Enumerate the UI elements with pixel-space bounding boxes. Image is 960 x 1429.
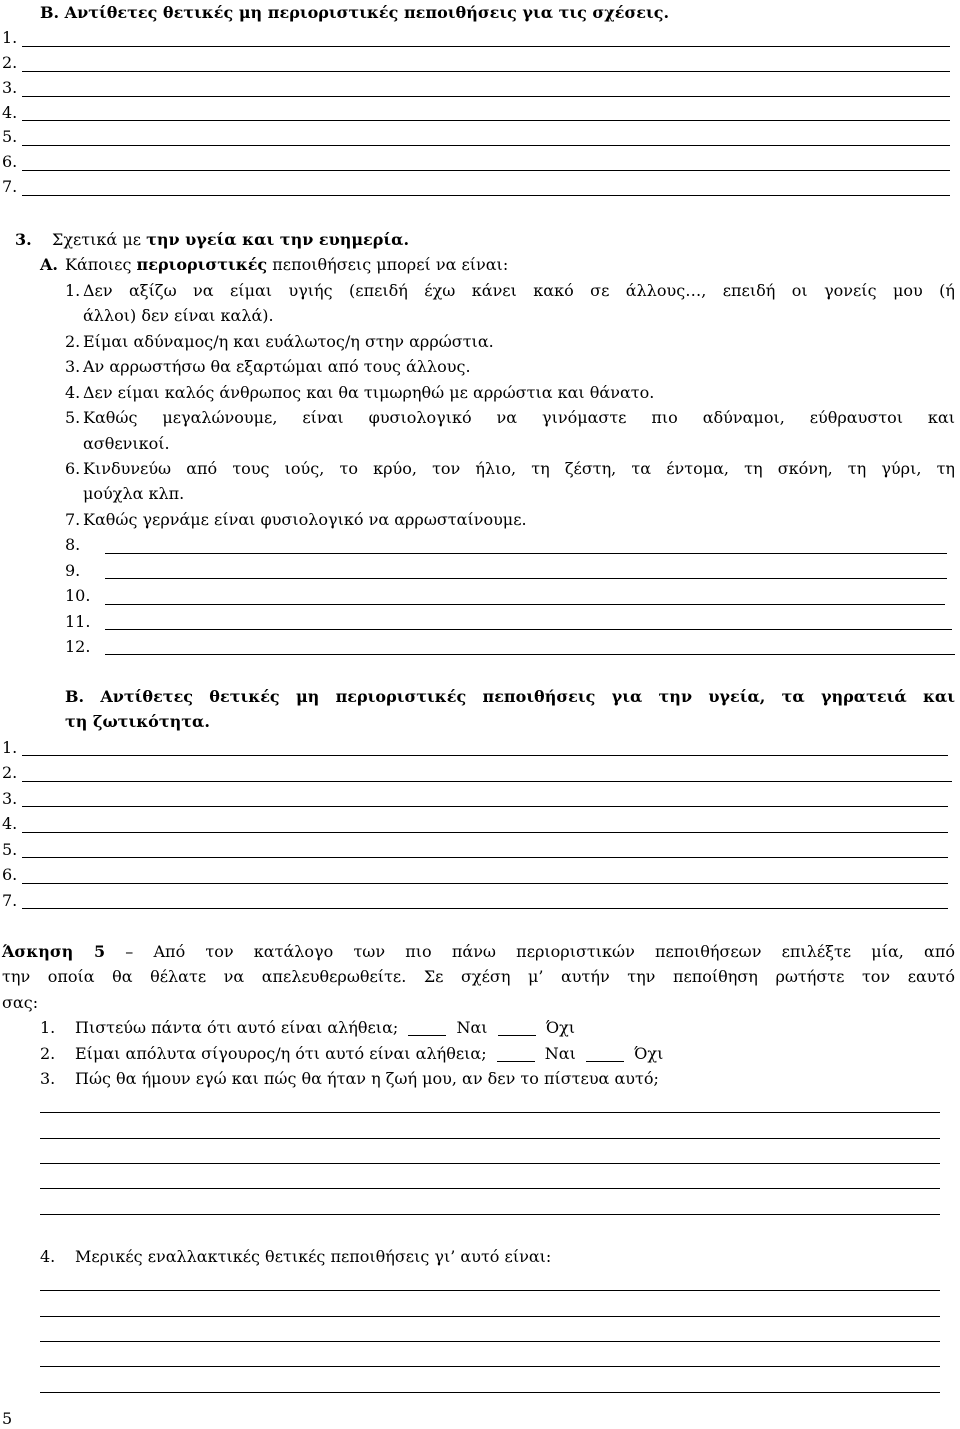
answer-blank <box>586 1061 624 1062</box>
item-number: 4. <box>2 814 18 834</box>
item-text: Κινδυνεύω από τους ιούς, το κρύο, τον ήλιο, τη ζέστη, τα έντομα, τη σκόνη, τη γύρι, τη <box>83 458 955 478</box>
exercise-label: Άσκηση 5 <box>2 942 106 961</box>
section-title: Αντίθετες θετικές μη περιοριστικές πεποιθήσεις για τις σχέσεις. <box>64 3 670 22</box>
fill-in-line <box>22 832 948 833</box>
answer-row <box>0 1193 960 1218</box>
health-positive-beliefs-section <box>0 684 960 913</box>
list-item-continuation <box>0 303 960 328</box>
list-item-continuation <box>0 481 960 506</box>
heading-text <box>65 684 955 709</box>
intro-prefix: Κάποιες <box>65 255 132 275</box>
blank-list-item <box>0 51 960 76</box>
item-text: Καθώς γερνάμε είναι φυσιολογικό να αρρωσταίνουμε. <box>83 509 527 529</box>
item-number: 3. <box>2 77 18 97</box>
list-item <box>0 456 960 481</box>
fill-in-line <box>22 96 950 97</box>
answer-row <box>0 1270 960 1295</box>
intro-emphasis: περιοριστικές <box>136 255 268 275</box>
answer-line <box>40 1392 940 1393</box>
exercise-intro <box>2 939 955 964</box>
fill-in-line <box>22 120 950 121</box>
item-number: 7. <box>2 177 18 197</box>
fill-in-line <box>22 883 948 884</box>
exercise-intro-line <box>0 964 960 989</box>
blank-list-item <box>0 583 960 608</box>
section-heading <box>0 684 960 709</box>
question-number: 3. <box>40 1069 56 1089</box>
answer-row <box>0 1371 960 1396</box>
question-3 <box>0 1066 960 1091</box>
fill-in-line <box>22 195 950 196</box>
question-text: Είμαι απόλυτα σίγουρος/η ότι αυτό είναι αλήθεια; <box>75 1043 487 1063</box>
item-number: 8. <box>65 535 81 555</box>
option-yes: Ναι <box>456 1018 488 1038</box>
item-number: 6. <box>65 458 81 478</box>
exercise-intro-line <box>0 990 960 1015</box>
question-text: Μερικές εναλλακτικές θετικές πεποιθήσεις γι’ αυτό είναι: <box>75 1247 552 1267</box>
section-title: τη ζωτικότητα. <box>65 712 210 732</box>
item-text: άλλοι) δεν είναι καλά). <box>83 306 274 326</box>
blank-list-item <box>0 175 960 200</box>
blank-list-item <box>0 532 960 557</box>
fill-in-line <box>22 908 948 909</box>
subsection-intro <box>65 252 955 277</box>
heading-prefix: Σχετικά με <box>52 230 141 249</box>
fill-in-line <box>22 71 950 72</box>
item-text: Δεν αξίζω να είμαι υγιής (επειδή έχω κάνει κακό σε άλλους…, επειδή οι γονείς μου (ή <box>83 280 955 300</box>
page-number: 5 <box>2 1409 13 1428</box>
item-number: 4. <box>2 102 18 122</box>
fill-in-line <box>105 578 947 579</box>
answer-row <box>0 1117 960 1142</box>
blank-list-item <box>0 150 960 175</box>
answer-row <box>0 1092 960 1117</box>
exercise-intro-text: σας: <box>2 992 39 1012</box>
exercise-intro-line <box>0 939 960 964</box>
section-title: Αντίθετες θετικές μη περιοριστικές πεποιθήσεις για την υγεία, τα γηρατειά και <box>100 687 955 706</box>
answer-row <box>0 1346 960 1371</box>
blank-list-item <box>0 735 960 760</box>
exercise-intro-text: την οποία θα θέλατε να απελευθερωθείτε. Σε σχέση μ’ αυτήν την πεποίθηση ρωτήστε τον εαυτό <box>2 967 955 987</box>
option-yes: Ναι <box>544 1043 576 1063</box>
item-number: 2. <box>2 763 18 783</box>
health-section <box>0 227 960 659</box>
fill-in-line <box>22 46 950 47</box>
answer-line <box>40 1341 940 1342</box>
fill-in-line <box>22 145 950 146</box>
item-number: 9. <box>65 560 81 580</box>
question-line <box>75 1015 955 1040</box>
question-number: 1. <box>40 1018 56 1038</box>
list-item <box>0 329 960 354</box>
item-number: 2. <box>65 331 81 351</box>
answer-row <box>0 1168 960 1193</box>
item-text: ασθενικοί. <box>83 433 170 453</box>
exercise-section <box>0 939 960 1397</box>
item-number: 6. <box>2 152 18 172</box>
item-number: 5. <box>2 839 18 859</box>
list-item <box>0 354 960 379</box>
item-number: 7. <box>65 509 81 529</box>
question-line <box>75 1041 955 1066</box>
item-text: Δεν είμαι καλός άνθρωπος και θα τιμωρηθώ με αρρώστια και θάνατο. <box>83 382 655 402</box>
blank-list-item <box>0 558 960 583</box>
list-item <box>0 405 960 430</box>
blank-list-item <box>0 634 960 659</box>
item-number: 10. <box>65 586 91 606</box>
answer-blank <box>497 1061 535 1062</box>
list-item <box>0 278 960 303</box>
fill-in-line <box>105 553 947 554</box>
answer-blank <box>408 1035 446 1036</box>
item-number: 6. <box>2 865 18 885</box>
question-number: 2. <box>40 1043 56 1063</box>
fill-in-line <box>22 806 948 807</box>
section-heading-continuation <box>0 709 960 734</box>
item-text: Αν αρρωστήσω θα εξαρτώμαι από τους άλλους. <box>83 357 471 377</box>
question-2 <box>0 1041 960 1066</box>
fill-in-line <box>22 781 952 782</box>
section-marker: Β. <box>65 687 85 706</box>
item-number: 4. <box>65 382 81 402</box>
exercise-intro-text: – Από τον κατάλογο των πιο πάνω περιοριστικών πεποιθήσεων επιλέξτε μία, από <box>125 942 956 961</box>
blank-list-item <box>0 26 960 51</box>
answer-line <box>40 1112 940 1113</box>
answer-line <box>40 1290 940 1291</box>
list-item <box>0 380 960 405</box>
item-number: 7. <box>2 890 18 910</box>
answer-line <box>40 1188 940 1189</box>
answer-line <box>40 1366 940 1367</box>
blank-list-item <box>0 760 960 785</box>
question-1 <box>0 1015 960 1040</box>
answer-row <box>0 1295 960 1320</box>
answer-line <box>40 1163 940 1164</box>
blank-list-item <box>0 811 960 836</box>
blank-list-item <box>0 786 960 811</box>
fill-in-line <box>105 604 945 605</box>
blank-list-item <box>0 609 960 634</box>
item-number: 5. <box>2 127 18 147</box>
heading-text <box>40 1 955 26</box>
blank-list-item <box>0 76 960 101</box>
fill-in-line <box>22 755 948 756</box>
fill-in-line <box>105 654 955 655</box>
spacer <box>0 1219 960 1244</box>
item-number: 2. <box>2 52 18 72</box>
question-text: Πιστεύω πάντα ότι αυτό είναι αλήθεια; <box>75 1018 399 1038</box>
item-number: 3. <box>2 788 18 808</box>
answer-row <box>0 1321 960 1346</box>
question-text: Πώς θα ήμουν εγώ και πώς θα ήταν η ζωή μου, αν δεν το πίστευα αυτό; <box>75 1069 659 1089</box>
item-number: 3. <box>65 357 81 377</box>
question-number: 4. <box>40 1247 56 1267</box>
section-marker: Β. <box>40 3 60 22</box>
item-number: 12. <box>65 637 91 656</box>
answer-blank <box>498 1035 536 1036</box>
item-text: Καθώς μεγαλώνουμε, είναι φυσιολογικό να γινόμαστε πιο αδύναμοι, εύθραυστοι και <box>83 408 955 428</box>
item-text: μούχλα κλπ. <box>83 484 185 504</box>
item-text: Είμαι αδύναμος/η και ευάλωτος/η στην αρρώστια. <box>83 331 494 351</box>
blank-list-item <box>0 125 960 150</box>
list-item <box>0 507 960 532</box>
item-number: 1. <box>2 27 18 47</box>
heading-emphasis: την υγεία και την ευημερία. <box>146 230 410 249</box>
item-number: 5. <box>65 408 81 428</box>
subsection-heading <box>0 252 960 277</box>
blank-list-item <box>0 888 960 913</box>
blank-list-item <box>0 862 960 887</box>
answer-line <box>40 1316 940 1317</box>
fill-in-line <box>105 629 952 630</box>
section-number: 3. <box>15 230 32 249</box>
option-no: Όχι <box>634 1043 664 1063</box>
heading-text <box>52 227 952 252</box>
relationships-positive-beliefs-section <box>0 1 960 200</box>
blank-list-item <box>0 101 960 126</box>
blank-list-item <box>0 837 960 862</box>
fill-in-line <box>22 170 950 171</box>
option-no: Όχι <box>545 1018 576 1038</box>
section-heading <box>0 1 960 26</box>
item-number: 1. <box>65 280 81 300</box>
subsection-marker: Α. <box>40 255 58 275</box>
question-4 <box>0 1244 960 1269</box>
answer-row <box>0 1143 960 1168</box>
item-number: 11. <box>65 611 91 631</box>
section-heading <box>0 227 960 252</box>
answer-line <box>40 1214 940 1215</box>
fill-in-line <box>22 857 948 858</box>
answer-line <box>40 1138 940 1139</box>
list-item-continuation <box>0 431 960 456</box>
intro-suffix: πεποιθήσεις μπορεί να είναι: <box>272 255 509 275</box>
item-number: 1. <box>2 737 18 757</box>
